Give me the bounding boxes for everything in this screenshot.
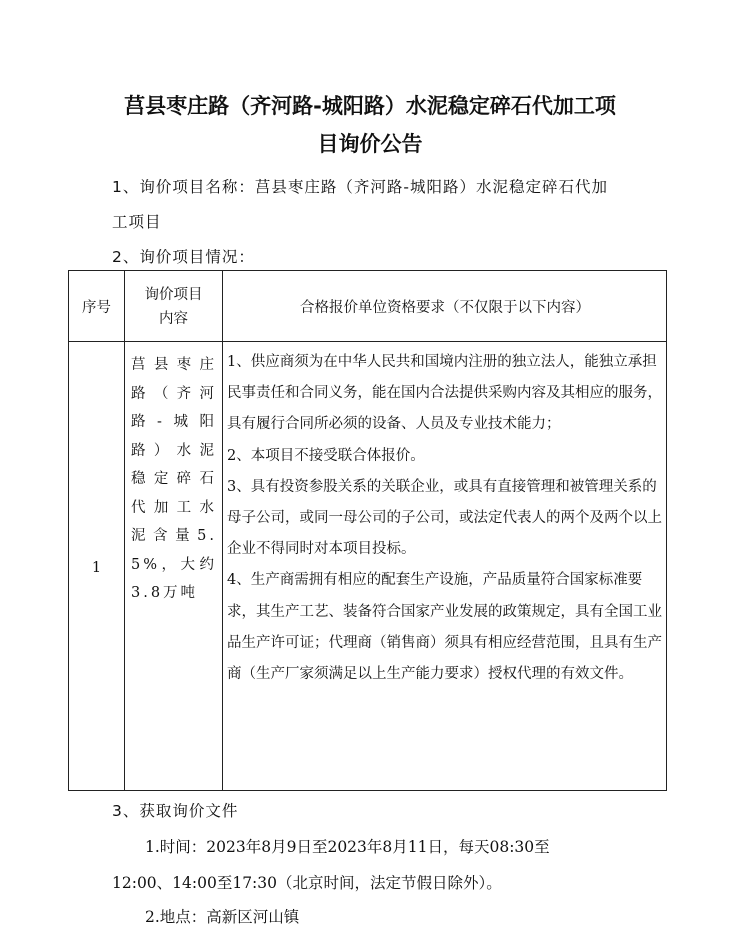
- requirement-item: 4、生产商需拥有相应的配套生产设施，产品质量符合国家标准要求，其生产工艺、装备符合国家产业发展的政策规定，具有全国工业品生产许可证；代理商（销售商）须具有相应经营范围，且具有生产商（生产厂家须满足以上生产能力要求）授权代理的有效文件。: [227, 572, 662, 683]
- header-requirements: 合格报价单位资格要求（不仅限于以下内容）: [300, 300, 590, 316]
- requirement-item: 2、本项目不接受联合体报价。: [227, 447, 425, 464]
- doc-title-line1: 莒县枣庄路（齐河路-城阳路）水泥稳定碎石代加工项: [124, 94, 616, 118]
- table-divider: [124, 271, 125, 790]
- section3-heading: 3、获取询价文件: [112, 802, 239, 820]
- header-index: 序号: [82, 300, 111, 316]
- row-project-content: 莒县枣庄路（齐河路-城阳路）水泥稳定碎石代加工水泥含量5.5%，大约3.8万吨: [131, 357, 217, 601]
- doc-title-line2: 目询价公告: [317, 132, 423, 156]
- requirements-table: [68, 270, 667, 791]
- section1-line1: 1、询价项目名称：莒县枣庄路（齐河路-城阳路）水泥稳定碎石代加: [112, 178, 608, 196]
- section3-time-line2: 12:00、14:00至17:30（北京时间，法定节假日除外）。: [112, 874, 502, 892]
- header-content: 询价项目 内容: [144, 287, 203, 327]
- table-divider: [69, 341, 666, 342]
- row-index: 1: [91, 560, 102, 576]
- requirement-item: 1、供应商须为在中华人民共和国境内注册的独立法人，能独立承担民事责任和合同义务，能在国内合法提供采购内容及其相应的服务，具有履行合同所必须的设备、人员及专业技术能力；: [227, 354, 662, 433]
- requirements-list: [227, 347, 663, 690]
- table-divider: [222, 271, 223, 790]
- section3-location: 2.地点：高新区河山镇: [145, 908, 300, 926]
- section3-time-line1: 1.时间：2023年8月9日至2023年8月11日，每天08:30至: [145, 838, 550, 856]
- section1-line2: 工项目: [112, 213, 162, 231]
- requirement-item: 3、具有投资参股关系的关联企业，或具有直接管理和被管理关系的母子公司，或同一母公司的子公司，或法定代表人的两个及两个以上企业不得同时对本项目投标。: [227, 478, 662, 558]
- section2-heading: 2、询价项目情况：: [112, 248, 255, 266]
